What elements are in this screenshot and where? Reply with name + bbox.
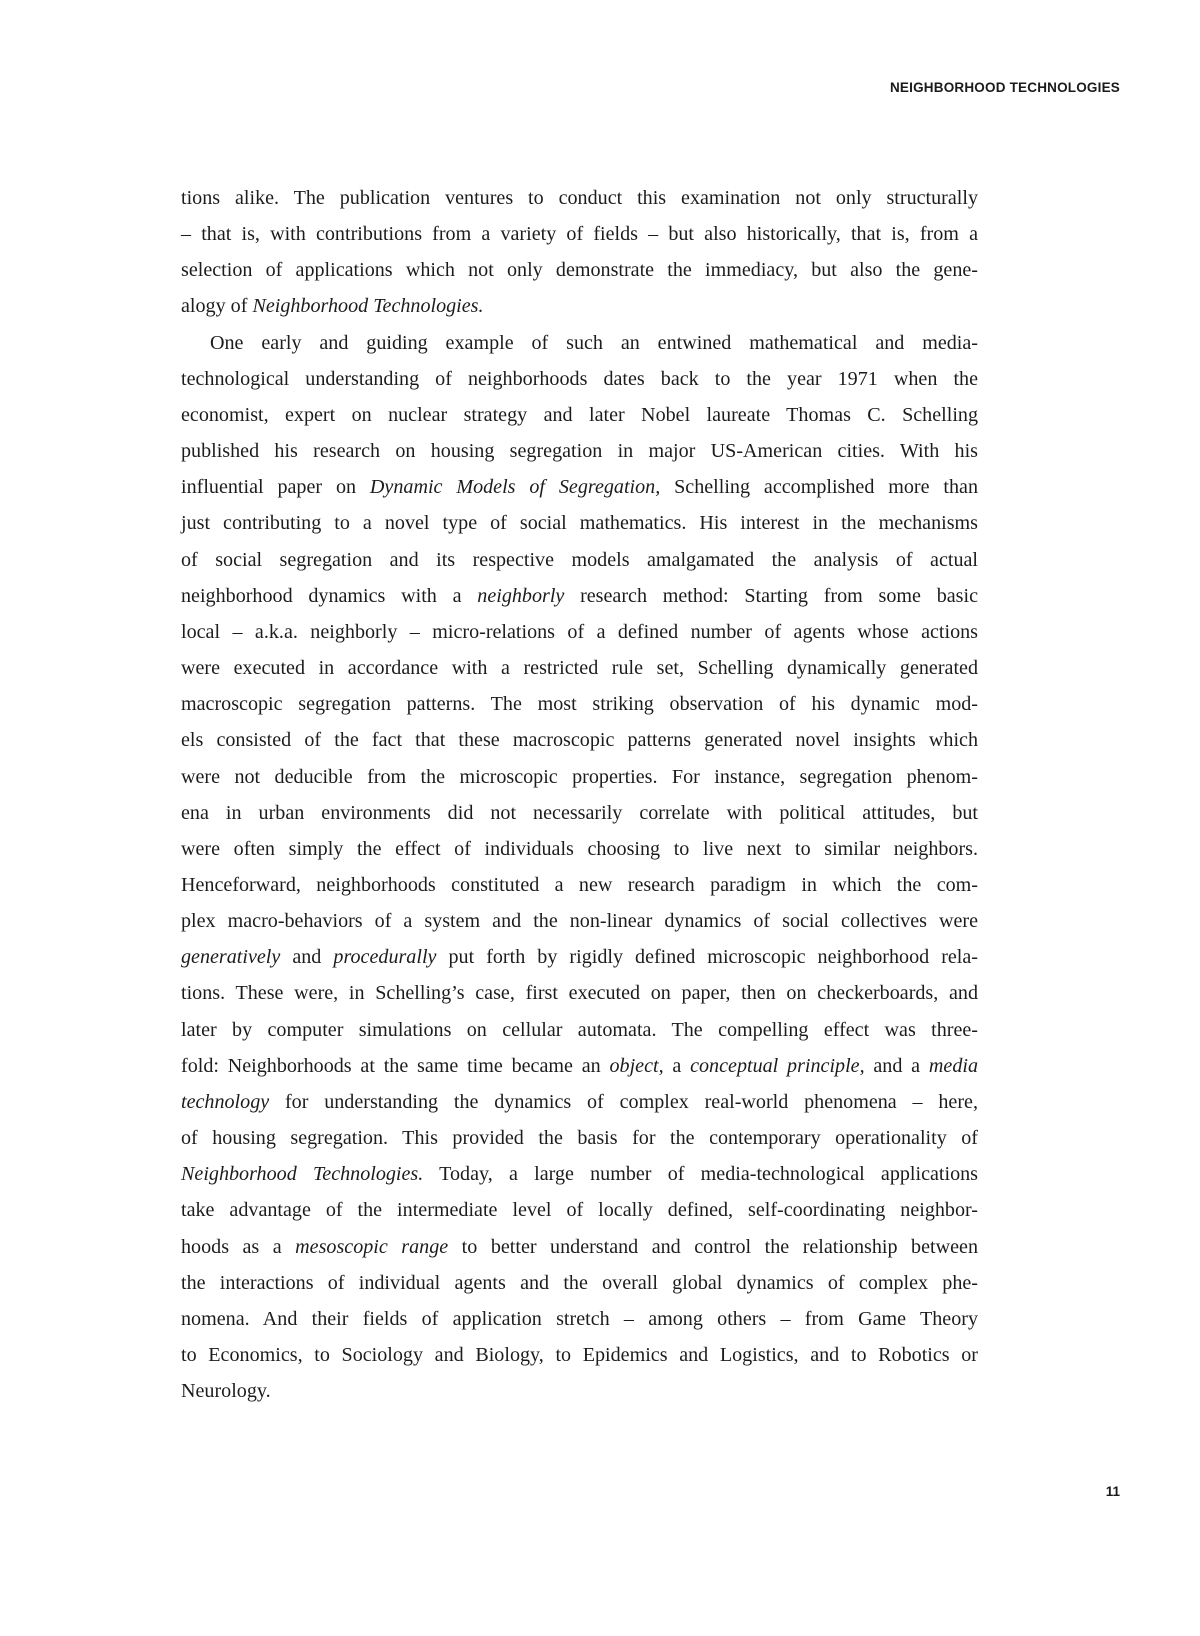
- text-segment: the interactions of individual agents and the overall global dynamics of complex phe-: [181, 1271, 978, 1294]
- text-line: [181, 252, 978, 288]
- text-line: [181, 1265, 978, 1301]
- text-segment: local – a.k.a. neighborly – micro-relations of a defined number of agents whose actions: [181, 620, 978, 643]
- text-line: [181, 1120, 978, 1156]
- page-number: 11: [1105, 1484, 1120, 1499]
- text-segment: research method: Starting from some basic: [564, 584, 978, 607]
- text-line: [181, 1048, 978, 1084]
- italic-text: Dynamic Models of Segregation,: [369, 476, 661, 499]
- text-segment: Schelling accomplished more than: [660, 476, 978, 499]
- text-line: [181, 1012, 978, 1048]
- text-segment: and a: [864, 1054, 929, 1077]
- text-line: [181, 578, 978, 614]
- text-segment: influential paper on: [181, 476, 370, 499]
- text-segment: nomena. And their fields of application stretch – among others – from Game Theory: [181, 1307, 978, 1330]
- text-segment: to Economics, to Sociology and Biology, to Epidemics and Logistics, and to Robotics or: [181, 1344, 978, 1366]
- text-segment: neighborhood dynamics with a: [181, 584, 478, 607]
- text-line: [181, 939, 978, 975]
- text-line: [181, 469, 978, 505]
- text-segment: to better understand and control the relationship between: [448, 1235, 978, 1258]
- text-segment: selection of applications which not only demonstrate the immediacy, but also the gene-: [181, 259, 978, 282]
- text-segment: economist, expert on nuclear strategy and later Nobel laureate Thomas C. Schelling: [181, 403, 978, 426]
- running-head: NEIGHBORHOOD TECHNOLOGIES: [889, 80, 1120, 95]
- text-line: [181, 1229, 978, 1265]
- text-segment: – that is, with contributions from a variety of fields – but also historically, that is, from a: [181, 223, 978, 246]
- italic-text: media: [928, 1054, 978, 1077]
- italic-text: neighborly: [477, 584, 565, 607]
- italic-text: conceptual principle,: [690, 1054, 865, 1077]
- text-segment: macroscopic segregation patterns. The most striking observation of his dynamic mod-: [181, 693, 978, 716]
- text-segment: Henceforward, neighborhoods constituted a new research paradigm in which the com-: [181, 873, 978, 896]
- text-segment: later by computer simulations on cellular automata. The compelling effect was three-: [181, 1018, 978, 1041]
- text-line: [181, 1337, 978, 1373]
- text-line: [181, 686, 978, 722]
- text-segment: and: [280, 946, 334, 969]
- text-segment: plex macro-behaviors of a system and the non-linear dynamics of social collectives were: [181, 910, 978, 933]
- text-line: [181, 903, 978, 939]
- text-segment: published his research on housing segregation in major US-American cities. With his: [181, 440, 978, 463]
- text-line: [181, 216, 978, 252]
- text-segment: for understanding the dynamics of complex real-world phenomena – here,: [269, 1090, 978, 1113]
- text-line: [181, 831, 978, 867]
- text-segment: Neurology.: [181, 1380, 271, 1403]
- text-segment: els consisted of the fact that these macroscopic patterns generated novel insights which: [181, 729, 978, 752]
- text-segment: take advantage of the intermediate level of locally defined, self-coordinating neighbor-: [181, 1199, 978, 1222]
- text-segment: were executed in accordance with a restricted rule set, Schelling dynamically generated: [181, 657, 978, 680]
- text-segment: hoods as a: [181, 1235, 296, 1258]
- text-line: [181, 397, 978, 433]
- text-segment: fold: Neighborhoods at the same time became an: [181, 1054, 610, 1077]
- text-line: [181, 759, 978, 795]
- italic-text: object,: [609, 1054, 664, 1077]
- text-segment: Today, a large number of media-technological applications: [423, 1163, 978, 1186]
- text-line: [181, 795, 978, 831]
- italic-text: procedurally: [333, 946, 437, 969]
- text-line: [181, 975, 978, 1011]
- text-line: [181, 1301, 978, 1337]
- text-segment: alogy of: [181, 295, 253, 318]
- text-segment: One early and guiding example of such an entwined mathematical and media-: [210, 331, 978, 354]
- italic-text: Neighborhood Technologies.: [252, 295, 484, 318]
- text-segment: put forth by rigidly defined microscopic neighborhood rela-: [436, 946, 978, 969]
- italic-text: mesoscopic range: [295, 1235, 449, 1258]
- text-segment: of social segregation and its respective models amalgamated the analysis of actual: [181, 548, 978, 571]
- text-line: [181, 1192, 978, 1228]
- text-line: [181, 180, 978, 216]
- text-line: [181, 650, 978, 686]
- text-segment: tions alike. The publication ventures to conduct this examination not only structurally: [181, 187, 978, 209]
- text-segment: ena in urban environments did not necessarily correlate with political attitudes, but: [181, 801, 978, 824]
- text-line: [181, 361, 978, 397]
- text-line: [181, 505, 978, 541]
- text-line: [181, 288, 978, 324]
- italic-text: generatively: [181, 946, 281, 969]
- text-line: [181, 325, 978, 361]
- italic-text: technology: [181, 1090, 270, 1113]
- text-line: [181, 722, 978, 758]
- paragraph-2: [181, 325, 978, 1410]
- text-segment: just contributing to a novel type of social mathematics. His interest in the mechanisms: [181, 512, 978, 535]
- text-segment: of housing segregation. This provided the basis for the contemporary operationality of: [181, 1127, 978, 1150]
- text-line: [181, 867, 978, 903]
- text-segment: a: [663, 1054, 691, 1077]
- text-segment: technological understanding of neighborhoods dates back to the year 1971 when the: [181, 367, 978, 390]
- text-line: [181, 542, 978, 578]
- text-segment: were often simply the effect of individuals choosing to live next to similar neighbors.: [181, 837, 978, 860]
- text-line: [181, 1156, 978, 1192]
- text-segment: tions. These were, in Schelling’s case, first executed on paper, then on checkerboards, and: [181, 982, 978, 1005]
- text-line: [181, 433, 978, 469]
- text-line: [181, 1373, 978, 1409]
- text-line: [181, 614, 978, 650]
- paragraph-1: [181, 180, 978, 325]
- italic-text: Neighborhood Technologies.: [181, 1163, 424, 1186]
- text-line: [181, 1084, 978, 1120]
- body-text: [181, 180, 978, 1409]
- text-segment: were not deducible from the microscopic properties. For instance, segregation phenom-: [181, 765, 978, 788]
